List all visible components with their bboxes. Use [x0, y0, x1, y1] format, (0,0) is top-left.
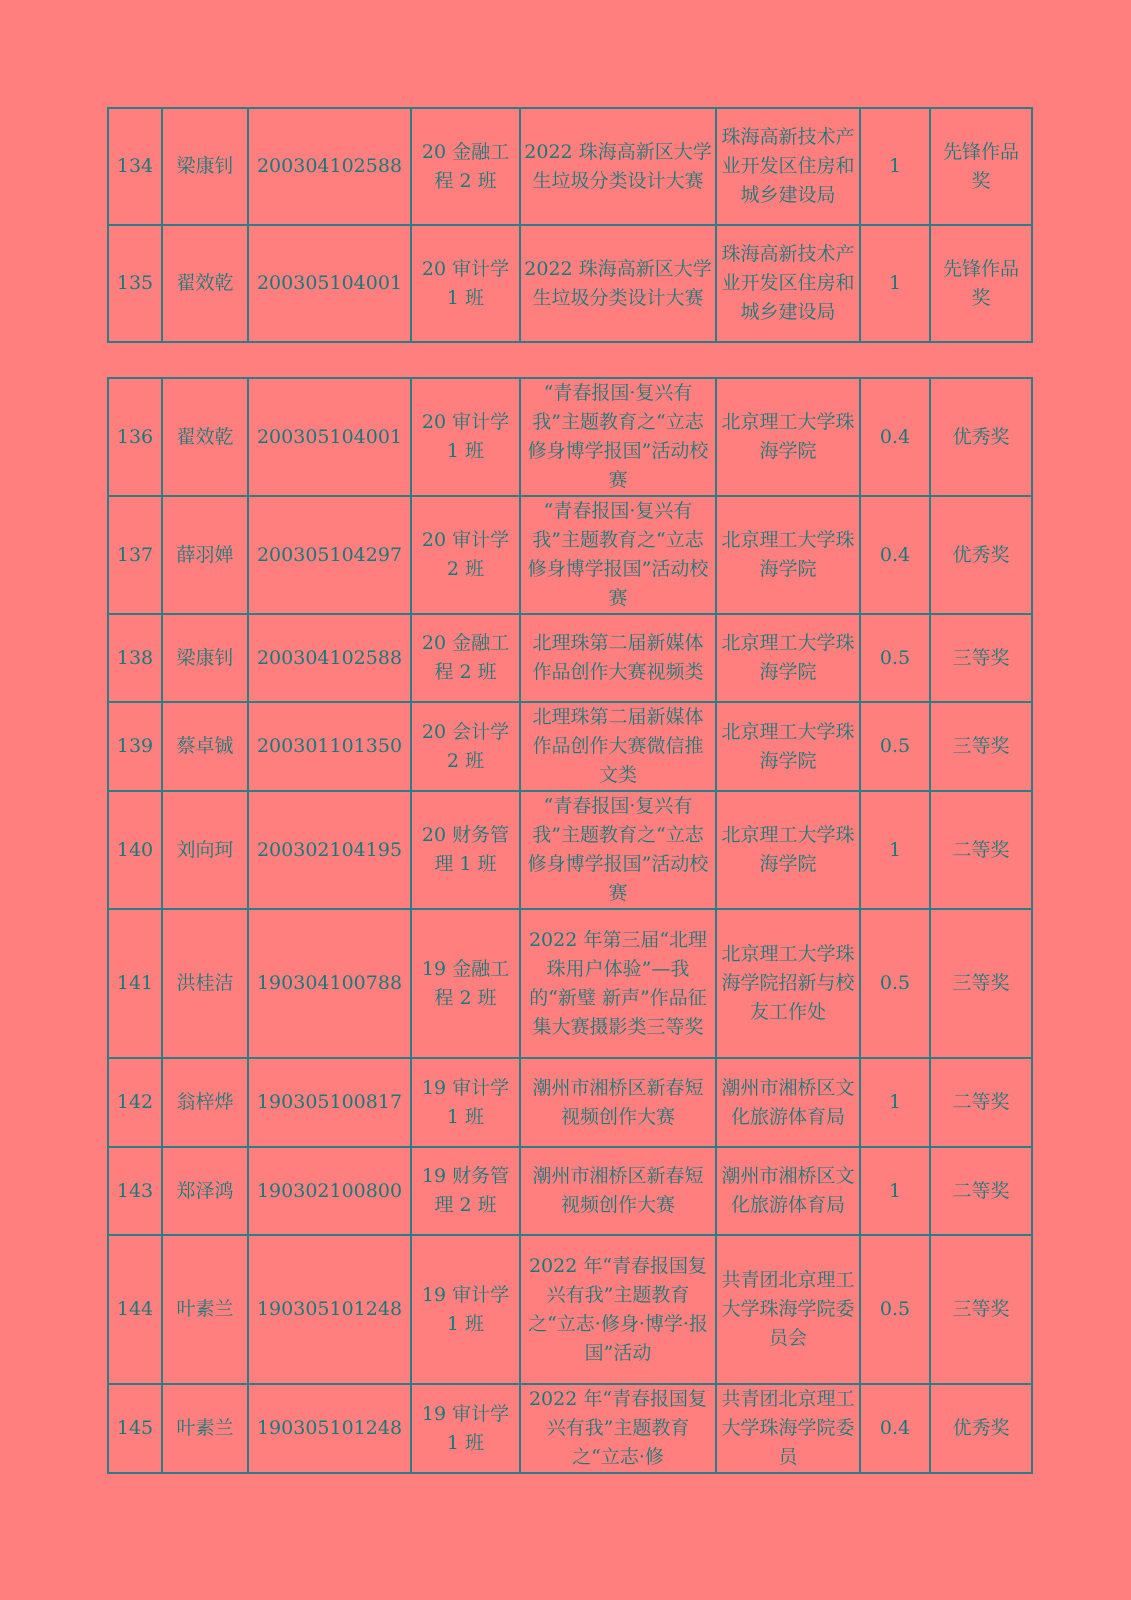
organizer: 潮州市湘桥区文化旅游体育局 — [716, 1058, 860, 1147]
score: 0.4 — [860, 378, 930, 496]
student-id: 190305101248 — [248, 1384, 411, 1473]
score: 0.5 — [860, 1235, 930, 1384]
table-row — [108, 108, 1032, 225]
table-row — [108, 1058, 1032, 1147]
table-row — [108, 909, 1032, 1058]
row-number: 143 — [108, 1147, 162, 1235]
class-name: 20 审计学 1 班 — [411, 378, 520, 496]
student-name: 叶素兰 — [162, 1384, 248, 1473]
competition-name: “青春报国·复兴有我”主题教育之“立志修身博学报国”活动校赛 — [520, 378, 716, 496]
class-name: 19 审计学 1 班 — [411, 1058, 520, 1147]
student-name: 洪桂洁 — [162, 909, 248, 1058]
row-number: 144 — [108, 1235, 162, 1384]
score: 1 — [860, 225, 930, 342]
row-number: 136 — [108, 378, 162, 496]
row-number: 139 — [108, 702, 162, 791]
row-number: 140 — [108, 791, 162, 909]
award: 二等奖 — [930, 1147, 1032, 1235]
competition-name: “青春报国·复兴有我”主题教育之“立志修身博学报国”活动校赛 — [520, 791, 716, 909]
student-name: 翁梓烨 — [162, 1058, 248, 1147]
organizer: 北京理工大学珠海学院 — [716, 791, 860, 909]
competition-name: 北理珠第二届新媒体作品创作大赛视频类 — [520, 614, 716, 702]
student-name: 梁康钊 — [162, 614, 248, 702]
score: 0.5 — [860, 702, 930, 791]
student-name: 梁康钊 — [162, 108, 248, 225]
table-row — [108, 496, 1032, 614]
organizer: 潮州市湘桥区文化旅游体育局 — [716, 1147, 860, 1235]
organizer: 北京理工大学珠海学院 — [716, 614, 860, 702]
competition-name: 2022 年“青春报国复兴有我”主题教育之“立志·修身·博学·报国”活动 — [520, 1235, 716, 1384]
class-name: 20 审计学 1 班 — [411, 225, 520, 342]
student-name: 翟效乾 — [162, 225, 248, 342]
table-row — [108, 614, 1032, 702]
student-id: 190304100788 — [248, 909, 411, 1058]
student-name: 郑泽鸿 — [162, 1147, 248, 1235]
table-row — [108, 702, 1032, 791]
score: 0.4 — [860, 496, 930, 614]
table-row — [108, 1147, 1032, 1235]
award: 优秀奖 — [930, 496, 1032, 614]
student-id: 190305101248 — [248, 1235, 411, 1384]
student-id: 200305104001 — [248, 225, 411, 342]
row-number: 134 — [108, 108, 162, 225]
award: 先锋作品奖 — [930, 108, 1032, 225]
award-table-2 — [107, 377, 1033, 1474]
row-number: 141 — [108, 909, 162, 1058]
organizer: 北京理工大学珠海学院 — [716, 702, 860, 791]
organizer: 北京理工大学珠海学院招新与校友工作处 — [716, 909, 860, 1058]
class-name: 20 会计学 2 班 — [411, 702, 520, 791]
student-id: 200304102588 — [248, 614, 411, 702]
organizer: 珠海高新技术产业开发区住房和城乡建设局 — [716, 225, 860, 342]
award: 二等奖 — [930, 1058, 1032, 1147]
student-id: 200305104001 — [248, 378, 411, 496]
table-row — [108, 1384, 1032, 1473]
award: 三等奖 — [930, 614, 1032, 702]
student-id: 190305100817 — [248, 1058, 411, 1147]
row-number: 142 — [108, 1058, 162, 1147]
class-name: 19 审计学 1 班 — [411, 1384, 520, 1473]
competition-name: 2022 年第三届“北理珠用户体验”—我的“新璧 新声”作品征集大赛摄影类三等奖 — [520, 909, 716, 1058]
award: 三等奖 — [930, 909, 1032, 1058]
organizer: 北京理工大学珠海学院 — [716, 378, 860, 496]
student-id: 190302100800 — [248, 1147, 411, 1235]
award: 优秀奖 — [930, 378, 1032, 496]
competition-name: 北理珠第二届新媒体作品创作大赛微信推文类 — [520, 702, 716, 791]
row-number: 137 — [108, 496, 162, 614]
score: 0.4 — [860, 1384, 930, 1473]
score: 1 — [860, 108, 930, 225]
award: 三等奖 — [930, 1235, 1032, 1384]
class-name: 20 金融工程 2 班 — [411, 108, 520, 225]
score: 1 — [860, 1147, 930, 1235]
competition-name: 潮州市湘桥区新春短视频创作大赛 — [520, 1058, 716, 1147]
award: 优秀奖 — [930, 1384, 1032, 1473]
score: 0.5 — [860, 909, 930, 1058]
student-name: 翟效乾 — [162, 378, 248, 496]
award: 二等奖 — [930, 791, 1032, 909]
award-table-1 — [107, 107, 1033, 343]
table-row — [108, 1235, 1032, 1384]
student-id: 200305104297 — [248, 496, 411, 614]
organizer: 共青团北京理工大学珠海学院委员会 — [716, 1235, 860, 1384]
organizer: 北京理工大学珠海学院 — [716, 496, 860, 614]
student-id: 200301101350 — [248, 702, 411, 791]
score: 1 — [860, 1058, 930, 1147]
row-number: 145 — [108, 1384, 162, 1473]
score: 0.5 — [860, 614, 930, 702]
student-id: 200304102588 — [248, 108, 411, 225]
award: 三等奖 — [930, 702, 1032, 791]
table-row — [108, 378, 1032, 496]
student-id: 200302104195 — [248, 791, 411, 909]
score: 1 — [860, 791, 930, 909]
class-name: 19 财务管理 2 班 — [411, 1147, 520, 1235]
class-name: 19 审计学 1 班 — [411, 1235, 520, 1384]
row-number: 138 — [108, 614, 162, 702]
student-name: 刘向珂 — [162, 791, 248, 909]
class-name: 20 财务管理 1 班 — [411, 791, 520, 909]
organizer: 珠海高新技术产业开发区住房和城乡建设局 — [716, 108, 860, 225]
award: 先锋作品奖 — [930, 225, 1032, 342]
organizer: 共青团北京理工大学珠海学院委员 — [716, 1384, 860, 1473]
competition-name: “青春报国·复兴有我”主题教育之“立志修身博学报国”活动校赛 — [520, 496, 716, 614]
student-name: 蔡卓铖 — [162, 702, 248, 791]
student-name: 薛羽婵 — [162, 496, 248, 614]
competition-name: 2022 珠海高新区大学生垃圾分类设计大赛 — [520, 225, 716, 342]
competition-name: 潮州市湘桥区新春短视频创作大赛 — [520, 1147, 716, 1235]
table-row — [108, 225, 1032, 342]
class-name: 20 审计学 2 班 — [411, 496, 520, 614]
student-name: 叶素兰 — [162, 1235, 248, 1384]
competition-name: 2022 年“青春报国复兴有我”主题教育之“立志·修 — [520, 1384, 716, 1473]
competition-name: 2022 珠海高新区大学生垃圾分类设计大赛 — [520, 108, 716, 225]
class-name: 20 金融工程 2 班 — [411, 614, 520, 702]
class-name: 19 金融工程 2 班 — [411, 909, 520, 1058]
table-row — [108, 791, 1032, 909]
row-number: 135 — [108, 225, 162, 342]
